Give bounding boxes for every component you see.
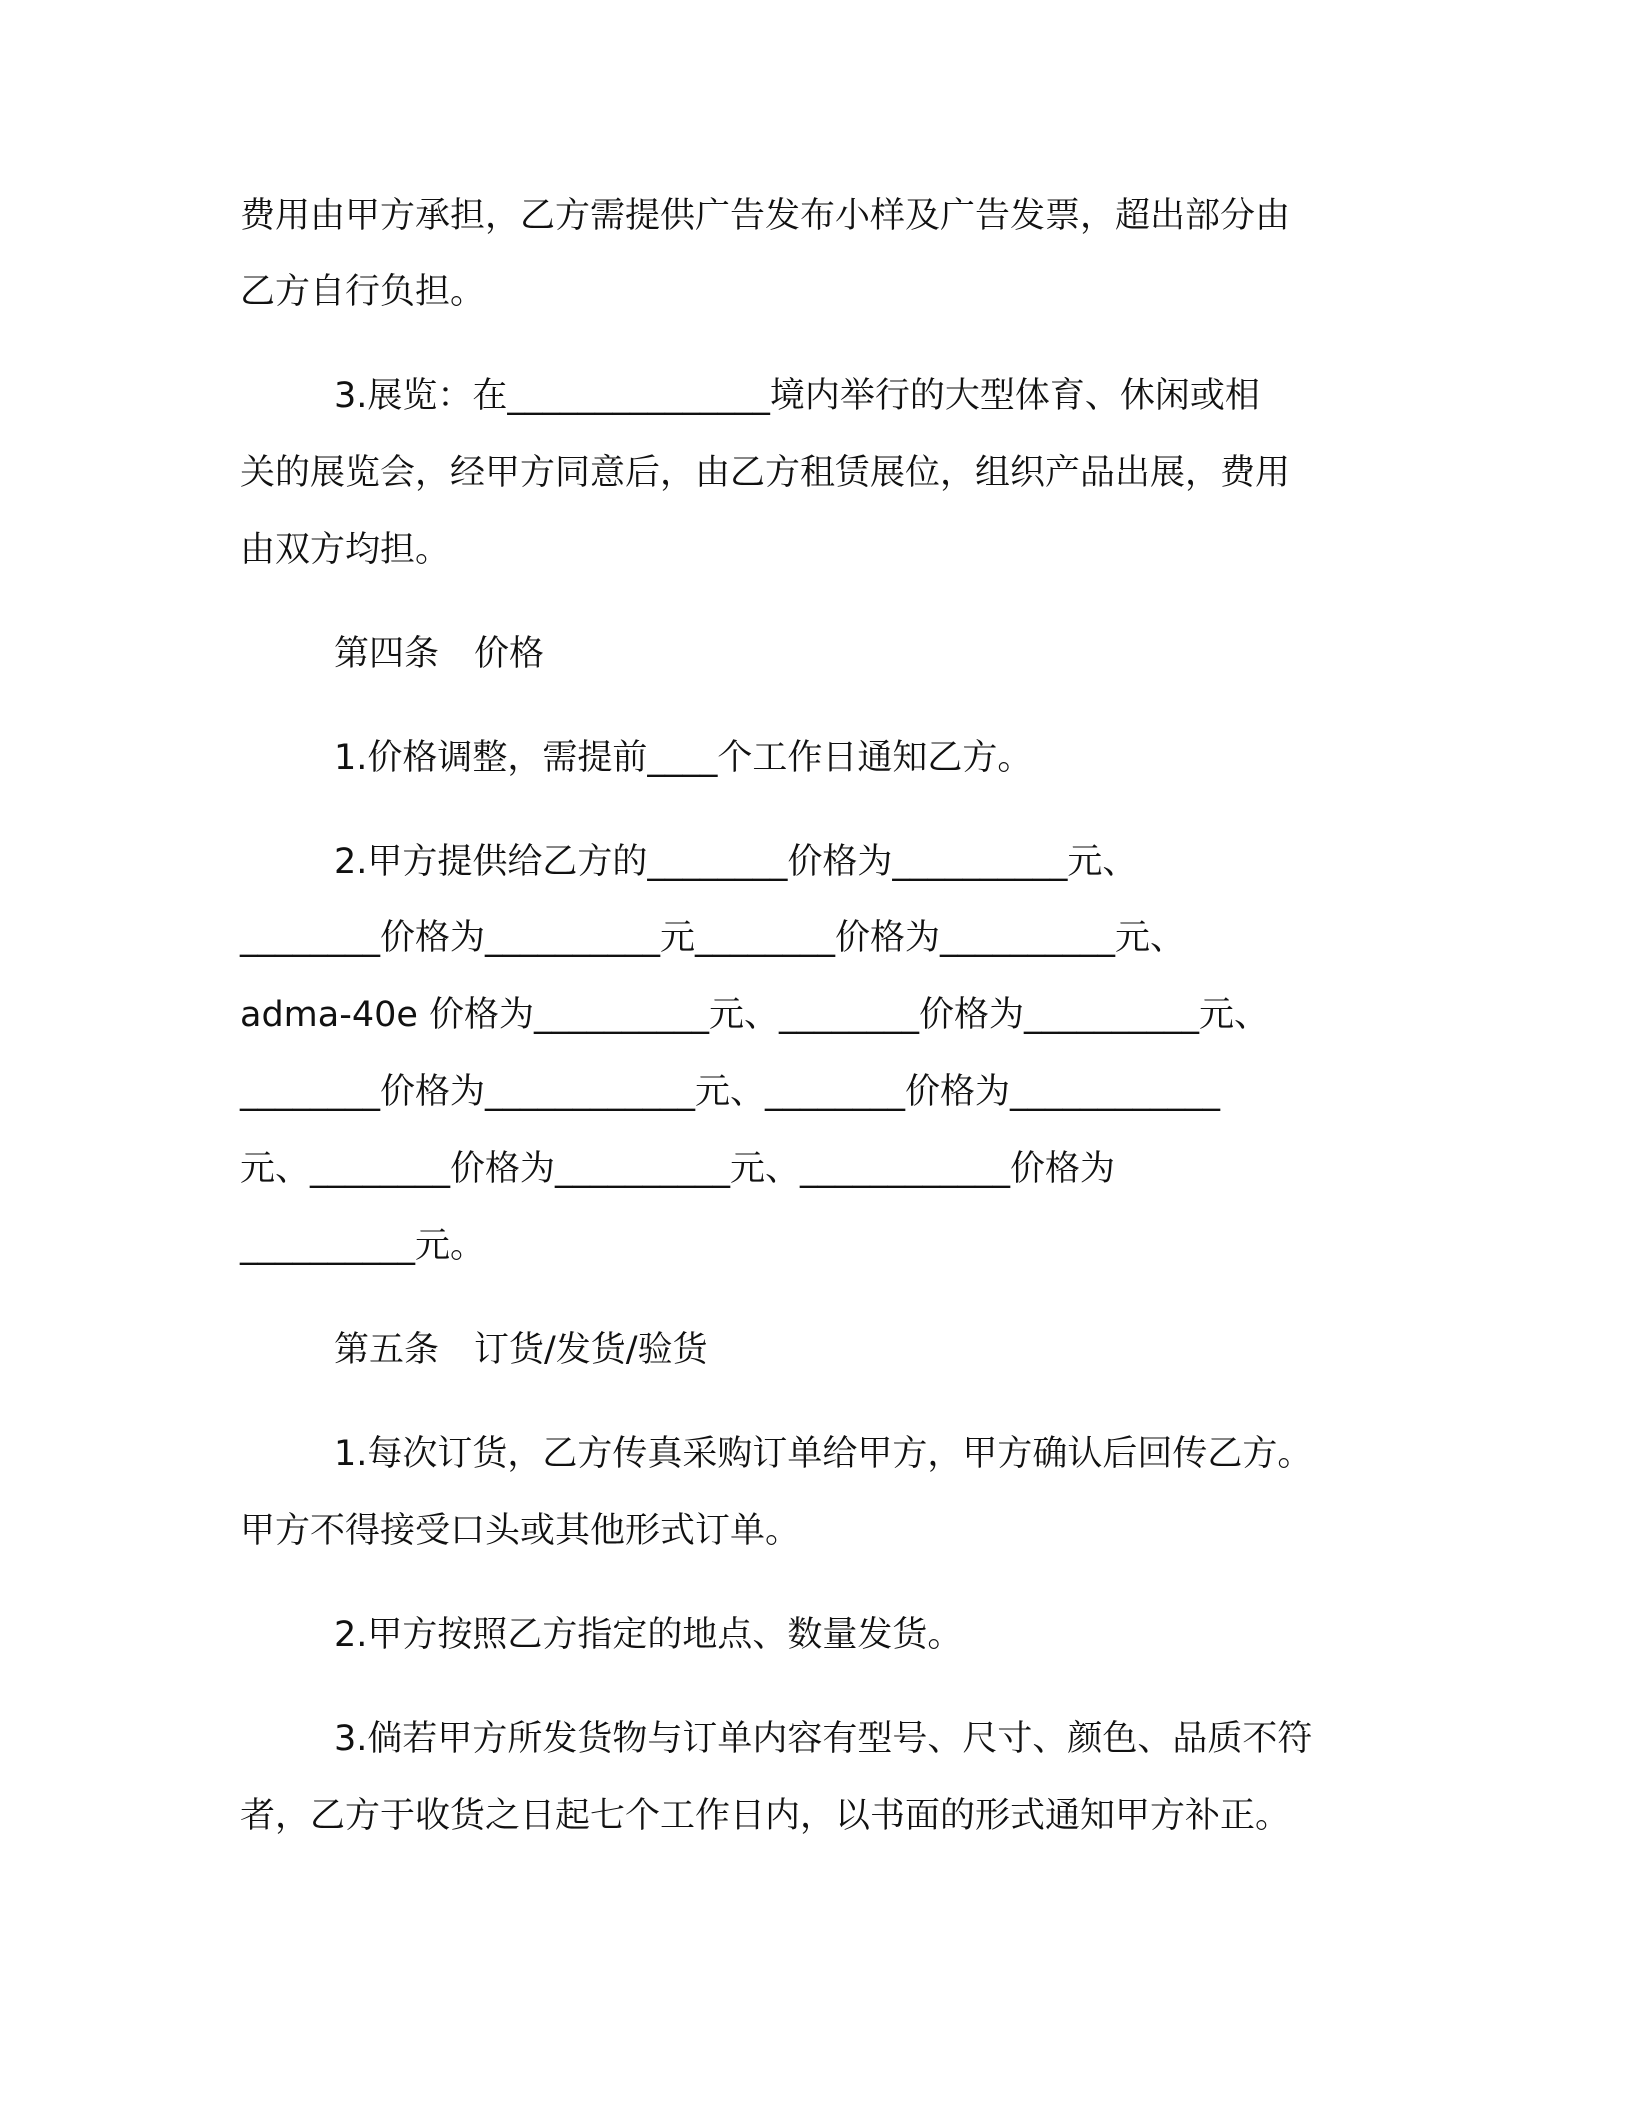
text-line: 2.甲方提供给乙方的________价格为__________元、 [334,842,1138,882]
text-line: adma-40e 价格为__________元、________价格为__________元、 [240,995,1270,1035]
text-line: 1.每次订货，乙方传真采购订单给甲方，甲方确认后回传乙方。 [334,1434,1313,1474]
section-heading: 第五条 订货/发货/验货 [334,1330,708,1370]
text-line: 者，乙方于收货之日起七个工作日内，以书面的形式通知甲方补正。 [240,1796,1291,1836]
text-line: ________价格为____________元、________价格为____________ [240,1072,1221,1112]
text-line: 乙方自行负担。 [240,272,486,312]
text-line: __________元。 [240,1226,486,1266]
text-line: 甲方不得接受口头或其他形式订单。 [240,1511,801,1551]
text-line: 由双方均担。 [240,530,451,570]
text-line: 3.倘若甲方所发货物与订单内容有型号、尺寸、颜色、品质不符 [334,1719,1313,1759]
text-line: ________价格为__________元________价格为__________元、 [240,918,1186,958]
text-line: 元、________价格为__________元、____________价格为 [240,1149,1116,1189]
text-line: 2.甲方按照乙方指定的地点、数量发货。 [334,1615,963,1655]
text-line: 费用由甲方承担，乙方需提供广告发布小样及广告发票，超出部分由 [240,196,1291,236]
section-heading: 第四条 价格 [334,634,545,674]
text-line: 1.价格调整，需提前____个工作日通知乙方。 [334,738,1033,778]
text-line: 关的展览会，经甲方同意后，由乙方租赁展位，组织产品出展，费用 [240,453,1291,493]
text-line: 3.展览：在_______________境内举行的大型体育、休闲或相 [334,376,1260,416]
